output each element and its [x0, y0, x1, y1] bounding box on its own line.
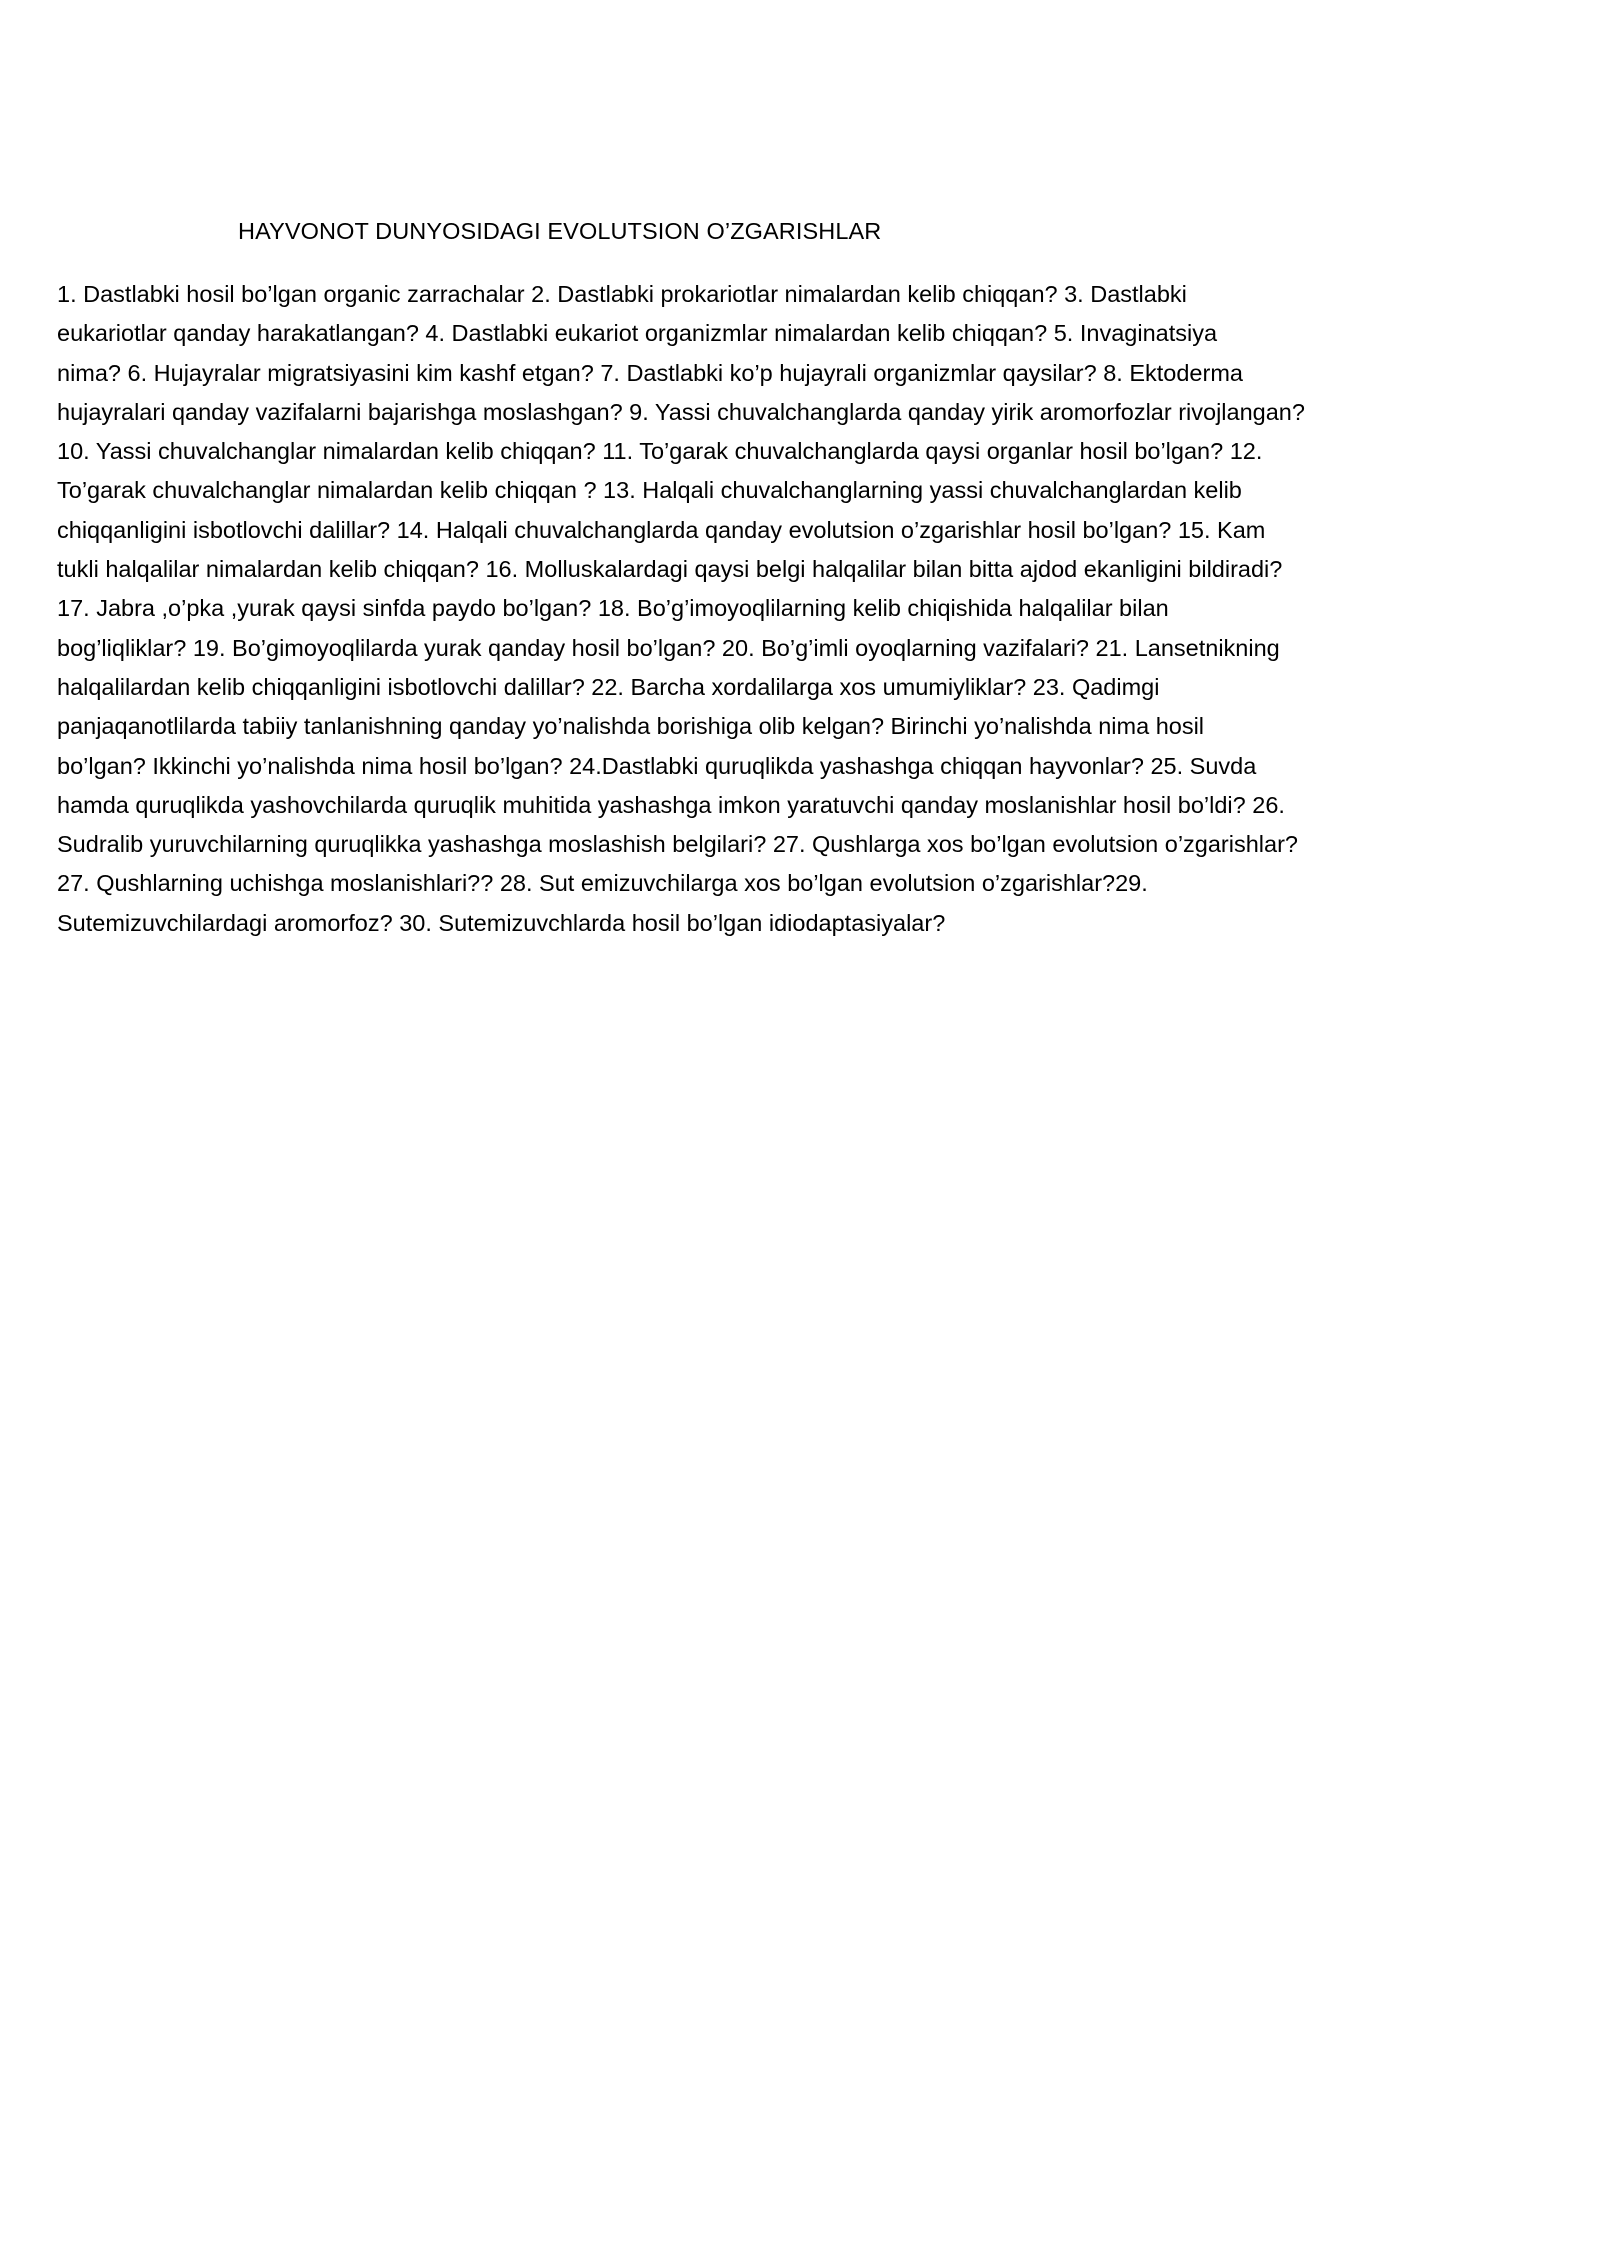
paragraph-line: bog’liqliklar? 19. Bo’gimoyoqlilarda yurak qanday hosil bo’lgan? 20. Bo’g’imli oyoqlarning vazifalari? 21. Lansetnikning: [57, 634, 1280, 661]
paragraph-line: 17. Jabra ,o’pka ,yurak qaysi sinfda paydo bo’lgan? 18. Bo’g’imoyoqlilarning kelib chiqishida halqalilar bilan: [57, 595, 1169, 622]
paragraph-line: 1. Dastlabki hosil bo’lgan organic zarrachalar 2. Dastlabki prokariotlar nimalardan kelib chiqqan? 3. Dastlabki: [57, 281, 1187, 307]
paragraph-line: tukli halqalilar nimalardan kelib chiqqan? 16. Molluskalardagi qaysi belgi halqalilar bilan bitta ajdod ekanligini bildiradi?: [57, 556, 1283, 583]
paragraph-line: 10. Yassi chuvalchanglar nimalardan kelib chiqqan? 11. To’garak chuvalchanglarda qaysi organlar hosil bo’lgan? 12.: [57, 438, 1263, 465]
paragraph-line: Sutemizuvchilardagi aromorfoz? 30. Sutemizuvchlarda hosil bo’lgan idiodaptasiyalar?: [57, 909, 946, 936]
question-paragraph: [57, 275, 1507, 943]
paragraph-line: halqalilardan kelib chiqqanligini isbotlovchi dalillar? 22. Barcha xordalilarga xos umumiyliklar? 23. Qadimgi: [57, 673, 1160, 700]
paragraph-line: nima? 6. Hujayralar migratsiyasini kim kashf etgan? 7. Dastlabki ko’p hujayrali organizmlar qaysilar? 8. Ektoderma: [57, 359, 1243, 386]
paragraph-line: eukariotlar qanday harakatlangan? 4. Dastlabki eukariot organizmlar nimalardan kelib chiqqan? 5. Invaginatsiya: [57, 320, 1218, 347]
paragraph-line: chiqqanligini isbotlovchi dalillar? 14. Halqali chuvalchanglarda qanday evolutsion o’zgarishlar hosil bo’lgan? 15. Kam: [57, 516, 1266, 543]
paragraph-line: panjaqanotlilarda tabiiy tanlanishning qanday yo’nalishda borishiga olib kelgan? Birinchi yo’nalishda nima hosil: [57, 713, 1205, 740]
paragraph-line: hamda quruqlikda yashovchilarda quruqlik muhitida yashashga imkon yaratuvchi qanday moslanishlar hosil bo’ldi? 26.: [57, 791, 1285, 818]
paragraph-line: To’garak chuvalchanglar nimalardan kelib chiqqan ? 13. Halqali chuvalchanglarning yassi chuvalchanglardan kelib: [57, 477, 1242, 504]
paragraph-line: Sudralib yuruvchilarning quruqlikka yashashga moslashish belgilari? 27. Qushlarga xos bo’lgan evolutsion o’zgarishlar?: [57, 831, 1298, 858]
document-title: HAYVONOT DUNYOSIDAGI EVOLUTSION O’ZGARISHLAR: [238, 218, 882, 244]
paragraph-line: 27. Qushlarning uchishga moslanishlari?? 28. Sut emizuvchilarga xos bo’lgan evolutsion o’zgarishlar?29.: [57, 870, 1148, 897]
paragraph-line: hujayralari qanday vazifalarni bajarishga moslashgan? 9. Yassi chuvalchanglarda qanday yirik aromorfozlar rivojlangan?: [57, 398, 1305, 425]
paragraph-line: bo’lgan? Ikkinchi yo’nalishda nima hosil bo’lgan? 24.Dastlabki quruqlikda yashashga chiqqan hayvonlar? 25. Suvda: [57, 752, 1257, 779]
